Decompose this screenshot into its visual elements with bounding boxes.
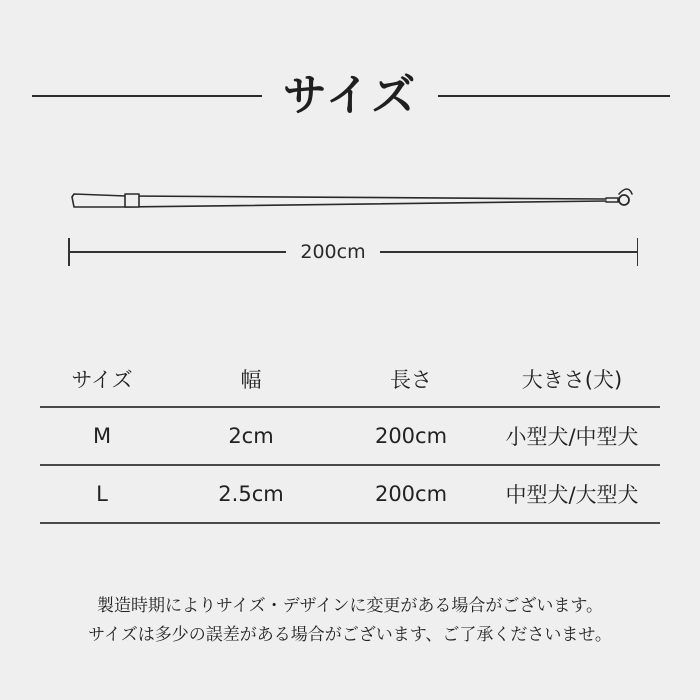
dimension-line-left (68, 251, 286, 253)
cell-width: 2.5cm (218, 482, 284, 506)
dimension-label: 200cm (300, 241, 366, 263)
leash-illustration (66, 180, 646, 220)
table-row (40, 464, 660, 524)
cell-length: 200cm (374, 424, 448, 448)
dimension-line-right (380, 251, 638, 253)
note-size-tolerance: サイズは多少の誤差がある場合がございます、ご了承くださいませ。 (88, 625, 612, 645)
title-divider-left (32, 95, 262, 97)
dimension-tick-right (637, 238, 639, 266)
page-title: サイズ (282, 70, 418, 121)
cell-dog-size: 中型犬/大型犬 (505, 483, 639, 507)
title-divider-right (438, 95, 670, 97)
length-dimension (68, 236, 638, 268)
cell-dog-size: 小型犬/中型犬 (505, 425, 639, 449)
header-width: 幅 (240, 368, 262, 392)
header-length: 長さ (390, 368, 432, 392)
note-design-change: 製造時期によりサイズ・デザインに変更がある場合がございます。 (96, 596, 604, 616)
cell-width: 2cm (228, 424, 274, 448)
header-dog-size: 大きさ(犬) (521, 368, 623, 392)
table-header-row (40, 352, 660, 406)
cell-size: M (92, 424, 112, 448)
cell-size: L (96, 482, 108, 506)
header-size: サイズ (71, 368, 133, 392)
size-table (40, 352, 660, 524)
table-row (40, 406, 660, 464)
cell-length: 200cm (374, 482, 448, 506)
section-title (0, 64, 700, 128)
